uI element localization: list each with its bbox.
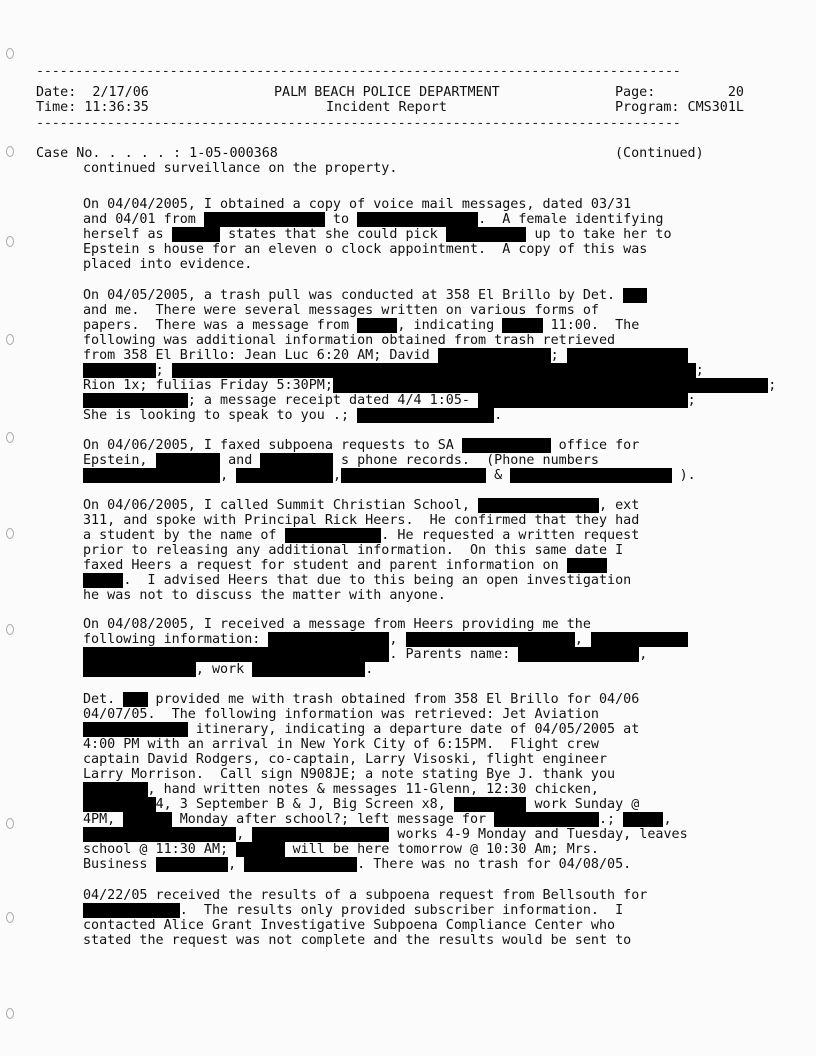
body-text-segment: 11:00. The	[542, 318, 640, 333]
body-line	[83, 617, 591, 632]
body-line	[83, 588, 446, 603]
body-text-segment: a student by the name of	[83, 528, 285, 543]
redaction-block	[341, 468, 486, 483]
redaction-block	[478, 393, 688, 408]
body-text-segment: Epstein s house for an eleven o clock appointment. A copy of this was	[83, 242, 648, 257]
program-id: Program: CMS301L	[615, 100, 744, 115]
body-text-segment: ;	[550, 348, 567, 363]
body-text-segment: 4, 3 September B & J, Big Screen x8,	[155, 797, 454, 812]
punch-mark	[6, 334, 14, 345]
redaction-block	[462, 438, 551, 453]
body-text-segment: school @ 11:30 AM;	[83, 842, 237, 857]
body-text-segment: , ext	[598, 498, 640, 513]
body-line	[83, 242, 647, 257]
body-line	[83, 393, 696, 408]
body-text-segment: office for	[550, 438, 640, 453]
body-text-segment: and me. There were several messages written on various forms of	[83, 303, 599, 318]
body-text-segment: to	[324, 212, 358, 227]
body-text-segment: up to take her to	[526, 227, 672, 242]
punch-mark	[6, 432, 14, 443]
body-text-segment: She is looking to speak to you .;	[83, 408, 358, 423]
body-line	[83, 842, 599, 857]
body-text-segment: .;	[598, 812, 624, 827]
body-line	[83, 197, 631, 212]
body-text-segment: ,	[389, 632, 406, 647]
body-line	[83, 378, 776, 393]
body-text-segment: . Parents name:	[389, 647, 519, 662]
header-rule-top: ----------------------------------------------------------------------------------	[36, 64, 681, 79]
body-text-segment: . A female identifying	[478, 212, 664, 227]
body-text-segment: Epstein,	[83, 453, 156, 468]
body-text-segment: herself as	[83, 227, 172, 242]
body-text-segment: 04/22/05 received the results of a subpoena request from Bellsouth for	[83, 888, 648, 903]
redaction-block	[83, 782, 148, 797]
body-text-segment: Monday after school?; left message for	[171, 812, 495, 827]
body-text-segment: and 04/01 from	[83, 212, 204, 227]
redaction-block	[285, 528, 382, 543]
redaction-block	[567, 558, 607, 573]
body-text-segment: itinerary, indicating a departure date of 04/05/2005 at	[187, 722, 640, 737]
body-line	[83, 227, 672, 242]
body-text-segment: 4:00 PM with an arrival in New York City of 6:15PM. Flight crew	[83, 737, 599, 752]
redaction-block	[502, 318, 542, 333]
body-text-segment: and	[220, 453, 261, 468]
redaction-block	[478, 498, 599, 513]
body-line	[83, 348, 688, 363]
body-text-segment: ,	[639, 647, 648, 662]
body-text-segment: ; a message receipt dated 4/4 1:05-	[187, 393, 479, 408]
header-rule-bottom: ----------------------------------------------------------------------------------	[36, 116, 681, 131]
body-line	[83, 257, 252, 272]
redaction-block	[83, 903, 180, 918]
body-line	[83, 318, 639, 333]
redaction-block	[406, 632, 575, 647]
redaction-block	[123, 692, 147, 707]
body-line	[83, 903, 623, 918]
body-text-segment: from 358 El Brillo: Jean Luc 6:20 AM; David	[83, 348, 438, 363]
punch-mark	[6, 528, 14, 539]
body-line	[83, 438, 639, 453]
body-line	[83, 528, 639, 543]
redaction-block	[567, 348, 688, 363]
body-text-segment: On 04/04/2005, I obtained a copy of voice mail messages, dated 03/31	[83, 197, 632, 212]
body-line	[83, 782, 599, 797]
body-line	[83, 498, 639, 513]
body-text-segment: placed into evidence.	[83, 257, 253, 272]
redaction-block	[252, 662, 365, 677]
case-number: Case No. . . . . : 1-05-000368	[36, 146, 278, 161]
body-text-segment: captain David Rodgers, co-captain, Larry Visoski, flight engineer	[83, 752, 608, 767]
redaction-block	[357, 318, 397, 333]
body-text-segment: ,	[574, 632, 591, 647]
body-line	[83, 408, 502, 423]
body-text-segment: ,	[228, 857, 245, 872]
body-text-segment: , indicating	[397, 318, 503, 333]
body-text-segment: states that she could pick	[220, 227, 446, 242]
body-text-segment: On 04/08/2005, I received a message from Heers providing me the	[83, 617, 591, 632]
body-text-segment: . He requested a written request	[381, 528, 640, 543]
body-text-segment: On 04/06/2005, I called Summit Christian School,	[83, 498, 479, 513]
body-text-segment: will be here tomorrow @ 10:30 Am; Mrs.	[284, 842, 599, 857]
redaction-block	[83, 662, 196, 677]
body-line	[83, 918, 615, 933]
body-line	[83, 707, 599, 722]
body-text-segment: ).	[671, 468, 696, 483]
body-text-segment: Rion 1x; fuliias Friday 5:30PM;	[83, 378, 333, 393]
redaction-block	[83, 722, 188, 737]
body-line	[83, 647, 647, 662]
redaction-block	[518, 647, 639, 662]
redaction-block	[236, 468, 333, 483]
redaction-block	[83, 573, 123, 588]
body-text-segment: ;	[155, 363, 172, 378]
body-text-segment: .	[365, 662, 374, 677]
body-line	[83, 827, 688, 842]
body-text-segment: ;	[687, 393, 696, 408]
redaction-block	[494, 812, 599, 827]
report-date: Date: 2/17/06	[36, 85, 149, 100]
body-line	[83, 722, 639, 737]
body-text-segment: .	[494, 408, 503, 423]
redaction-block	[83, 797, 156, 812]
body-text-segment: ;	[768, 378, 777, 393]
body-text-segment: ,	[220, 468, 237, 483]
body-text-segment: stated the request was not complete and the results would be sent to	[83, 933, 632, 948]
body-text-segment: 4PM,	[83, 812, 124, 827]
body-text-segment: ,	[236, 827, 253, 842]
body-text-segment: Larry Morrison. Call sign N908JE; a note stating Bye J. thank you	[83, 767, 616, 782]
body-line	[83, 513, 639, 528]
body-line	[83, 692, 639, 707]
body-line	[83, 303, 599, 318]
body-text-segment: Det.	[83, 692, 124, 707]
body-line	[83, 797, 639, 812]
body-text-segment: 311, and spoke with Principal Rick Heers. He confirmed that they had	[83, 513, 640, 528]
body-text-segment: . I advised Heers that due to this being an open investigation	[123, 573, 632, 588]
body-text-segment: works 4-9 Monday and Tuesday, leaves	[389, 827, 688, 842]
body-text-segment: following was additional information obtained from trash retrieved	[83, 333, 616, 348]
punch-mark	[6, 912, 14, 923]
body-text-segment: s phone records. (Phone numbers	[332, 453, 599, 468]
body-line	[83, 468, 696, 483]
body-text-segment: following information:	[83, 632, 269, 647]
body-line	[83, 933, 631, 948]
punch-mark	[6, 818, 14, 829]
redaction-block	[83, 468, 220, 483]
body-line	[83, 543, 623, 558]
redaction-block	[83, 363, 156, 378]
redaction-block	[204, 212, 325, 227]
punch-mark	[6, 146, 14, 157]
body-text-segment: he was not to discuss the matter with anyone.	[83, 588, 446, 603]
report-type: Incident Report	[326, 100, 447, 115]
body-text-segment: . The results only provided subscriber information. I	[179, 903, 624, 918]
body-text-segment: papers. There was a message from	[83, 318, 358, 333]
body-line	[83, 737, 599, 752]
redaction-block	[357, 212, 478, 227]
redaction-block	[268, 632, 389, 647]
body-line	[83, 333, 615, 348]
body-text-segment: , work	[195, 662, 253, 677]
report-time: Time: 11:36:35	[36, 100, 149, 115]
body-text-segment: provided me with trash obtained from 358 El Brillo for 04/06	[147, 692, 640, 707]
department-name: PALM BEACH POLICE DEPARTMENT	[274, 85, 500, 100]
redaction-block	[357, 408, 494, 423]
redaction-block	[623, 812, 663, 827]
body-text-segment: &	[486, 468, 511, 483]
body-text-segment: ,	[663, 812, 672, 827]
body-line	[83, 812, 672, 827]
punch-mark	[6, 624, 14, 635]
redaction-block	[123, 812, 171, 827]
body-line	[83, 662, 373, 677]
continued-label: (Continued)	[615, 146, 704, 161]
body-line	[83, 558, 607, 573]
body-text-segment: ,	[332, 468, 341, 483]
body-line	[83, 752, 607, 767]
redaction-block	[252, 827, 389, 842]
body-line	[83, 288, 647, 303]
body-text-segment: continued surveillance on the property.	[83, 161, 398, 176]
body-text-segment: faxed Heers a request for student and parent information on	[83, 558, 567, 573]
body-text-segment: prior to releasing any additional information. On this same date I	[83, 543, 624, 558]
redaction-block	[333, 378, 768, 393]
redaction-block	[510, 468, 671, 483]
redaction-block	[454, 797, 527, 812]
body-line	[83, 161, 397, 176]
redaction-block	[156, 453, 221, 468]
redaction-block	[446, 227, 527, 242]
body-line	[83, 363, 704, 378]
redaction-block	[83, 827, 236, 842]
body-line	[83, 453, 599, 468]
body-line	[83, 857, 631, 872]
body-text-segment: . There was no trash for 04/08/05.	[357, 857, 632, 872]
body-text-segment: , hand written notes & messages 11-Glenn, 12:30 chicken,	[147, 782, 599, 797]
body-text-segment: On 04/05/2005, a trash pull was conducted at 358 El Brillo by Det.	[83, 288, 624, 303]
redaction-block	[172, 363, 696, 378]
body-line	[83, 573, 631, 588]
body-text-segment: work Sunday @	[526, 797, 640, 812]
redaction-block	[438, 348, 551, 363]
body-line	[83, 212, 664, 227]
redaction-block	[591, 632, 688, 647]
body-text-segment: 04/07/05. The following information was retrieved: Jet Aviation	[83, 707, 599, 722]
page-number: Page: 20	[615, 85, 744, 100]
punch-mark	[6, 1008, 14, 1019]
body-text-segment: ;	[695, 363, 704, 378]
redaction-block	[260, 453, 333, 468]
redaction-block	[236, 842, 284, 857]
redaction-block	[623, 288, 647, 303]
redaction-block	[83, 393, 188, 408]
body-text-segment: On 04/06/2005, I faxed subpoena requests to SA	[83, 438, 462, 453]
body-line	[83, 767, 615, 782]
punch-mark	[6, 48, 14, 59]
redaction-block	[244, 857, 357, 872]
body-line	[83, 632, 688, 647]
body-text-segment: Business	[83, 857, 156, 872]
redaction-block	[83, 647, 389, 662]
redaction-block	[156, 857, 229, 872]
body-text-segment: contacted Alice Grant Investigative Subpoena Compliance Center who	[83, 918, 616, 933]
body-line	[83, 888, 647, 903]
punch-mark	[6, 236, 14, 247]
redaction-block	[172, 227, 220, 242]
